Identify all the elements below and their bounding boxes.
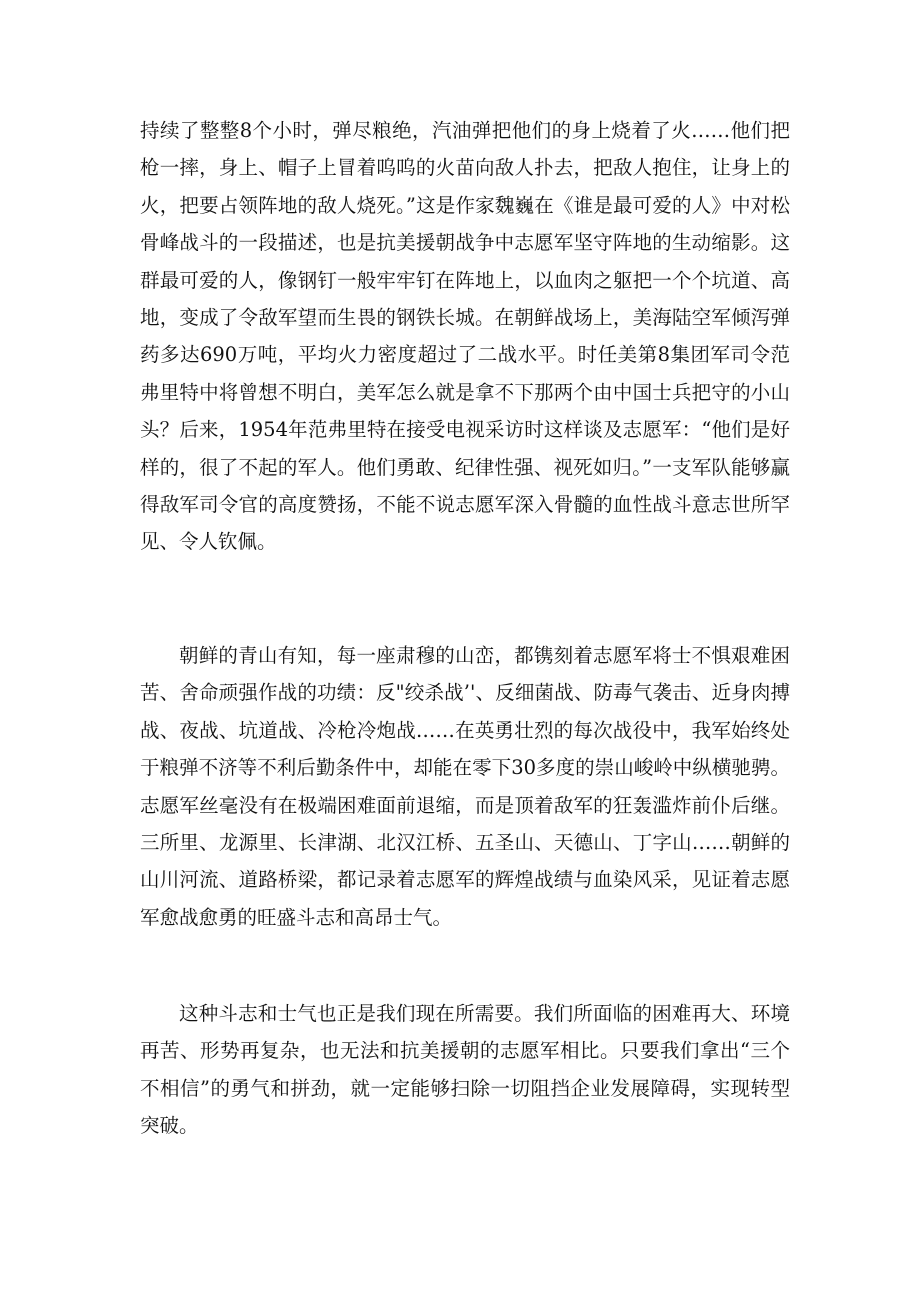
paragraph-3: 这种斗志和士气也正是我们现在所需要。我们所面临的困难再大、环境再苦、形势再复杂，也无法和抗美援朝的志愿军相比。只要我们拿出“三个不相信”的勇气和拼劲，就一定能够扫除一切阻挡企业发展障碍，实现转型突破。 (140, 1002, 790, 1138)
paragraph-1: 持续了整整8个小时，弹尽粮绝，汽油弹把他们的身上烧着了火……他们把枪一摔，身上、帽子上冒着呜呜的火苗向敌人扑去，把敌人抱住，让身上的火，把要占领阵地的敌人烧死。”这是作家魏巍在《谁是最可爱的人》中对松骨峰战斗的一段描述，也是抗美援朝战争中志愿军坚守阵地的生动缩影。这群最可爱的人，像钢钉一般牢牢钉在阵地上，以血肉之躯把一个个坑道、高地，变成了令敌军望而生畏的钢铁长城。在朝鲜战场上，美海陆空军倾泻弹药多达690万吨，平均火力密度超过了二战水平。时任美第8集团军司令范弗里特中将曾想不明白，美军怎么就是拿不下那两个由中国士兵把守的小山头？后来，1954年范弗里特在接受电视采访时这样谈及志愿军：“他们是好样的，很了不起的军人。他们勇敢、纪律性强、视死如归。”一支军队能够赢得敌军司令官的高度赞扬，不能不说志愿军深入骨髓的血性战斗意志世所罕见、令人钦佩。 (140, 119, 790, 554)
paragraph-2: 朝鲜的青山有知，每一座肃穆的山峦，都镌刻着志愿军将士不惧艰难困苦、舍命顽强作战的功绩：反"绞杀战’'、反细菌战、防毒气袭击、近身肉搏战、夜战、坑道战、冷枪冷炮战……在英勇壮烈的每次战役中，我军始终处于粮弹不济等不利后勤条件中，却能在零下30多度的崇山峻岭中纵横驰骋。志愿军丝毫没有在极端困难面前退缩，而是顶着敌军的狂轰滥炸前仆后继。三所里、龙源里、长津湖、北汉江桥、五圣山、天德山、丁字山……朝鲜的山川河流、道路桥梁，都记录着志愿军的辉煌战绩与血染风采，见证着志愿军愈战愈勇的旺盛斗志和高昂士气。 (140, 644, 790, 929)
